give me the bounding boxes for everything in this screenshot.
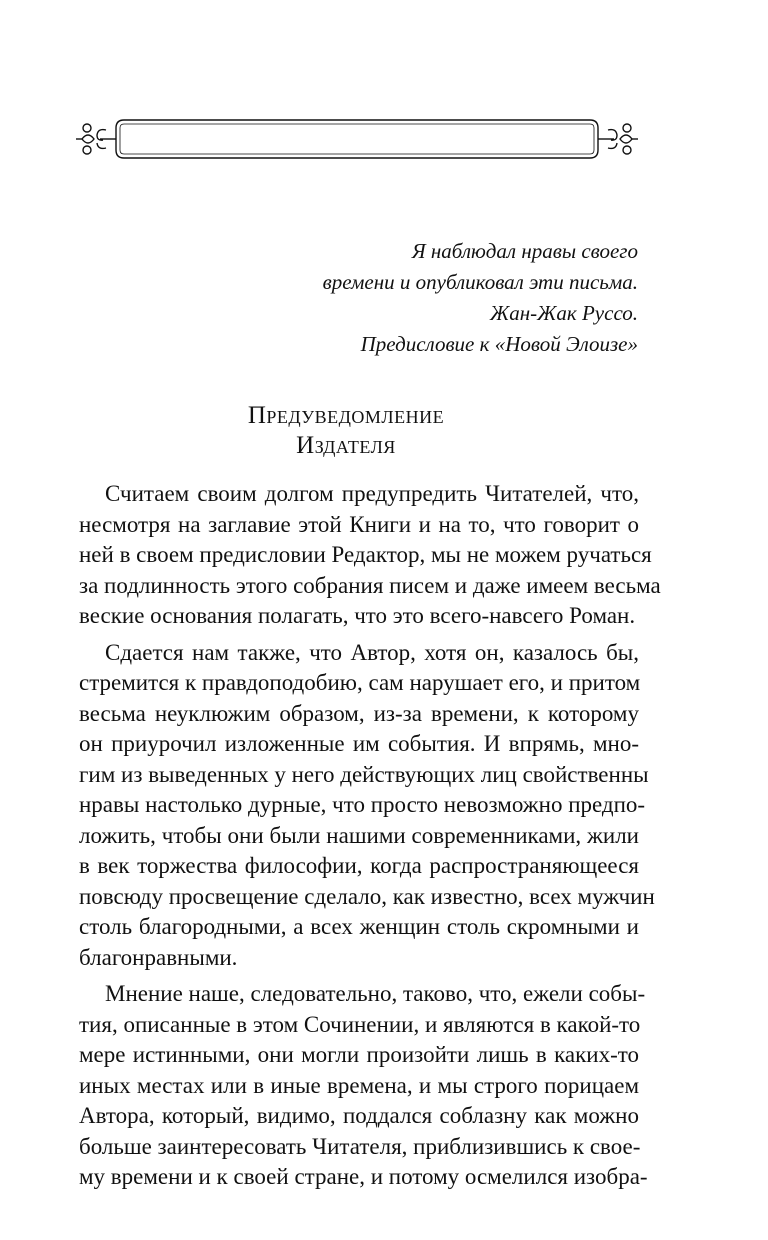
text-line: иных местах или в иные времена, и мы строго порицаем xyxy=(79,1072,639,1098)
text-line: тия, описанные в этом Сочинении, и являются в какой-то xyxy=(79,1011,641,1037)
section-title-line-1: Предуведомление xyxy=(247,402,445,429)
text-line: ней в своем предисловии Редактор, мы не можем ручаться xyxy=(79,542,652,567)
text-line: благонравными. xyxy=(79,944,238,970)
text-line: столь благородными, а всех женщин столь скромными и xyxy=(79,914,639,939)
paragraph xyxy=(79,979,648,1193)
text-line: Мнение наше, следовательно, таково, что, ежели собы- xyxy=(105,981,646,1006)
epigraph-attribution: Жан-Жак Руссо. xyxy=(490,301,638,325)
epigraph-line: Я наблюдал нравы своего xyxy=(411,239,638,263)
text-line: за подлинность этого собрания писем и даже имеем весьма xyxy=(79,572,661,598)
text-line: му времени и к своей стране, и потому осмелился изобра- xyxy=(79,1164,648,1189)
text-line: Автора, который, видимо, поддался соблазну как можно xyxy=(79,1103,639,1128)
text-line: несмотря на заглавие этой Книги и на то, что говорит о xyxy=(79,511,639,537)
text-line: ложить, чтобы они были нашими современниками, жили xyxy=(79,822,639,848)
decorative-header-ornament xyxy=(74,110,640,164)
text-line: Сдается нам также, что Автор, хотя он, казалось бы, xyxy=(105,639,639,665)
text-line: мере истинными, они могли произойти лишь в каких-то xyxy=(79,1042,639,1067)
epigraph xyxy=(323,236,638,360)
body-text xyxy=(79,479,661,1199)
paragraph xyxy=(79,638,655,974)
epigraph-source: Предисловие к «Новой Элоизе» xyxy=(360,332,638,356)
text-line: веские основания полагать, что это всего-навсего Роман. xyxy=(79,603,636,628)
text-line: больше заинтересовать Читателя, приблизившись к свое- xyxy=(79,1133,641,1159)
paragraph xyxy=(79,479,661,632)
text-line: он приурочил изложенные им события. И впрямь, мно- xyxy=(79,731,639,756)
text-line: нравы настолько дурные, что просто невозможно предпо- xyxy=(79,792,646,817)
section-title-line-2: Издателя xyxy=(296,432,396,459)
text-line: гим из выведенных у него действующих лиц свойственны xyxy=(79,761,649,787)
text-line: стремится к правдоподобию, сам нарушает его, и притом xyxy=(79,670,641,695)
text-line: Считаем своим долгом предупредить Читателей, что, xyxy=(105,481,639,506)
text-line: весьма неуклюжим образом, из-за времени, к которому xyxy=(79,700,639,726)
text-line: повсюду просвещение сделало, как известно, всех мужчин xyxy=(79,883,655,909)
text-line: в век торжества философии, когда распространяющееся xyxy=(79,853,639,878)
epigraph-line: времени и опубликовал эти письма. xyxy=(322,270,638,294)
